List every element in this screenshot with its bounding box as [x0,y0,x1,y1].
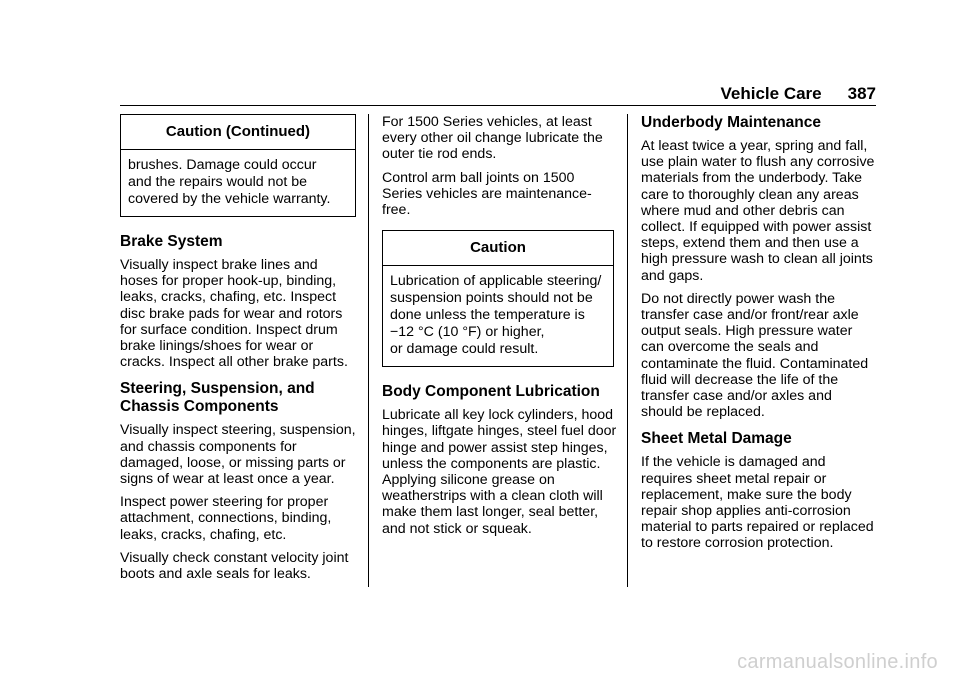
caution-line: Lubrication of applicable steering/ [390,273,602,290]
body-lubrication-text: Lubricate all key lock cylinders, hood hinges, liftgate hinges, steel fuel door hinge and power assist step hinges, unless the components are plastic. Applying silicone grease on weatherstrips with a clean cloth will make them last longer, seal better, and not stick or squeak. [382,407,617,537]
column-1 [120,114,356,589]
tie-rod-text: For 1500 Series vehicles, at least every other oil change lubricate the outer tie rod ends. [382,114,603,163]
steering-text-1: Visually inspect steering, suspension, and chassis components for damaged, loose, or missing parts or signs of wear at least once a year. [120,422,356,488]
caution-title: Caution [383,231,613,266]
page-number: 387 [847,84,876,103]
column-2 [382,114,618,544]
column-3 [641,114,877,559]
caution-body [383,266,613,366]
caution-box-continued [120,114,356,217]
steering-text-2: Inspect power steering for proper attachment, connections, binding, leaks, cracks, chafing, etc. [120,494,332,543]
watermark: carmanualsonline.info [737,651,938,673]
caution-title: Caution (Continued) [121,115,355,150]
caution-line: suspension points should not be [390,290,593,307]
caution-line: brushes. Damage could occur [128,157,317,173]
steering-text-3: Visually check constant velocity joint boots and axle seals for leaks. [120,549,349,583]
underbody-text-2: Do not directly power wash the transfer case and/or front/rear axle output seals. High pressure water can overcome the seals and contaminate the fluid. Contaminated fluid will decrease the life of the transfer case and/or axles and should be replaced. [641,290,869,421]
underbody-text-1: At least twice a year, spring and fall, use plain water to flush any corrosive materials from the underbody. Take care to thoroughly clean any areas where mud and other debris can collect. If equipped with power assist steps, extend them and then use a high pressure wash to clean all joints and gaps. [641,138,875,284]
caution-line: covered by the vehicle warranty. [128,191,331,207]
heading-brake-system: Brake System [120,233,223,250]
page-header [120,84,876,104]
heading-steering: Steering, Suspension, and Chassis Components [120,380,315,416]
section-title: Vehicle Care [720,84,822,103]
caution-line: or damage could result. [390,341,539,358]
column-divider-2 [627,114,628,587]
caution-line: done unless the temperature is [390,307,585,324]
caution-body [121,150,355,216]
header-rule [120,105,876,106]
column-divider-1 [368,114,369,587]
caution-line: −12 °C (10 °F) or higher, [390,324,545,341]
heading-underbody: Underbody Maintenance [641,114,821,131]
caution-line: and the repairs would not be [128,174,308,190]
brake-system-text: Visually inspect brake lines and hoses for proper hook-up, binding, leaks, cracks, chafing, etc. Inspect disc brake pads for wear and rotors for surface condition. Inspect drum brake linings/shoes for wear or cracks. Inspect all other brake parts. [120,257,348,371]
sheet-metal-text: If the vehicle is damaged and requires sheet metal repair or replacement, make sure the body repair shop applies anti-corrosion material to parts repaired or replaced to restore corrosion protection. [641,454,874,552]
ball-joint-text: Control arm ball joints on 1500 Series vehicles are maintenance-free. [382,169,592,219]
heading-sheet-metal: Sheet Metal Damage [641,430,792,448]
heading-body-lubrication: Body Component Lubrication [382,383,600,401]
caution-box [382,230,614,367]
